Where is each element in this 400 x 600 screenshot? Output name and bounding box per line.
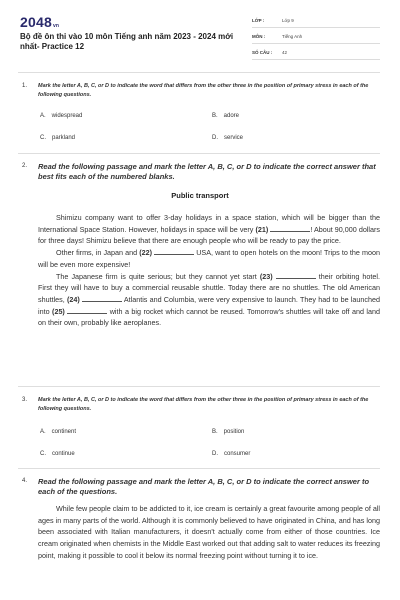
option-key: C. xyxy=(40,135,46,141)
question-number: 3. xyxy=(22,397,28,403)
question-instruction: Read the following passage and mark the letter A, B, C, or D to indicate the correct answer to each of the questions. xyxy=(38,477,370,496)
question-instruction: Mark the letter A, B, C, or D to indicate the word that differs from the other three in the position of primary stress in each of the following questions. xyxy=(38,83,369,98)
blank-label: (25) xyxy=(52,306,65,316)
question-number: 4. xyxy=(22,478,28,484)
meta-row-subject xyxy=(252,30,380,44)
answer-blank[interactable] xyxy=(270,225,310,232)
meta-value: Tiếng Anh xyxy=(282,34,303,39)
meta-key: LỚP : xyxy=(252,18,265,23)
option-key: B. xyxy=(212,113,218,119)
option-b[interactable] xyxy=(212,429,244,435)
option-text: parkland xyxy=(52,135,76,141)
logo-text: 2048 xyxy=(20,14,52,30)
option-key: A. xyxy=(40,429,46,435)
blank-label: (23) xyxy=(259,271,273,281)
option-key: B. xyxy=(212,429,218,435)
option-d[interactable] xyxy=(212,135,243,141)
divider xyxy=(18,468,380,469)
meta-row-count xyxy=(252,46,380,60)
meta-table xyxy=(252,14,380,62)
passage-text: with a big rocket which cannot be reused. Tomorrow's shuttles will take off and land on their own, probably like aeroplanes. xyxy=(38,306,380,328)
passage-text: The Japanese firm is quite serious; but they cannot yet start xyxy=(56,271,260,281)
option-text: position xyxy=(223,429,245,435)
passage-text: their orbiting hotel. First they will have to buy a commercial reusable shuttle. Today there are no shuttles. The old American shuttles, xyxy=(38,271,380,304)
passage-text: Shimizu company want to offer 3-day holidays in a space station, which will be bigger than the International Space Station. However, holidays in space will be very xyxy=(38,213,380,234)
option-c[interactable] xyxy=(40,451,75,457)
option-text: continent xyxy=(51,429,77,435)
meta-key: SỐ CÂU : xyxy=(252,50,273,55)
passage-text: ! About 90,000 dollars for three days! Shimizu believe that there are enough people who will be ready to pay the price. xyxy=(38,224,381,246)
answer-blank[interactable] xyxy=(276,272,316,279)
option-key: D. xyxy=(212,451,218,457)
passage-title: Public transport xyxy=(171,191,229,200)
answer-blank[interactable] xyxy=(154,248,194,255)
passage-text: Atlantis and Columbia, were very expensive to launch. They had to be launched into xyxy=(38,294,380,316)
blank-label: (21) xyxy=(255,224,269,234)
passage-paragraph xyxy=(38,271,380,330)
question-number: 1. xyxy=(22,83,28,89)
option-key: C. xyxy=(40,451,46,457)
passage xyxy=(38,212,380,329)
passage-text: USA, want to open hotels on the moon! Trips to the moon will be even more expensive! xyxy=(38,248,380,269)
passage xyxy=(38,503,380,599)
question-number: 2. xyxy=(22,163,28,169)
divider xyxy=(18,153,380,154)
question-instruction: Read the following passage and mark the letter A, B, C, or D to indicate the correct answer that best fits each of the numbered blanks. xyxy=(38,162,376,181)
logo-suffix: vn xyxy=(52,23,60,29)
option-c[interactable] xyxy=(40,135,75,141)
option-b[interactable] xyxy=(212,113,239,119)
passage-paragraph xyxy=(38,212,380,247)
passage-paragraph xyxy=(38,247,380,270)
question-instruction: Mark the letter A, B, C, or D to indicate the word that differs from the other three in the position of primary stress in each of the following questions. xyxy=(38,397,369,412)
option-text: adore xyxy=(223,113,240,119)
option-d[interactable] xyxy=(212,451,250,457)
blank-label: (22) xyxy=(139,248,153,258)
meta-key: MÔN : xyxy=(252,34,266,39)
option-key: D. xyxy=(212,135,218,141)
option-text: continue xyxy=(52,451,75,457)
document-title: Bộ đề ôn thi vào 10 môn Tiếng anh năm 2023 - 2024 mới nhất- Practice 12 xyxy=(20,32,234,51)
divider xyxy=(18,72,380,73)
option-a[interactable] xyxy=(40,113,82,119)
passage-text: Other firms, in Japan and xyxy=(56,248,140,258)
answer-blank[interactable] xyxy=(82,295,122,302)
blank-label: (24) xyxy=(66,294,80,304)
meta-value: Lớp 9 xyxy=(282,18,294,23)
divider xyxy=(18,386,380,387)
option-text: widespread xyxy=(51,113,83,119)
meta-row-class xyxy=(252,14,380,28)
option-a[interactable] xyxy=(40,429,76,435)
site-logo[interactable] xyxy=(20,14,59,30)
answer-blank[interactable] xyxy=(67,307,107,314)
page-header xyxy=(0,0,400,62)
option-text: consumer xyxy=(224,451,251,457)
option-text: service xyxy=(224,135,244,141)
passage-paragraph: While few people claim to be addicted to it, ice cream is certainly a great favourite among people of all ages in many parts of the world. Although it is commonly believed to have originated in China, and has long been associated with Italian manufacturers, it doesn't actually come from either of those countries. Ice cream originated when chemists in the Middle East worked out that adding salt to water reduces its freezing point, making it possible to cool it below its normal freezing point without turning it to ice. xyxy=(38,504,380,560)
option-key: A. xyxy=(40,113,46,119)
meta-value: 42 xyxy=(282,50,288,55)
